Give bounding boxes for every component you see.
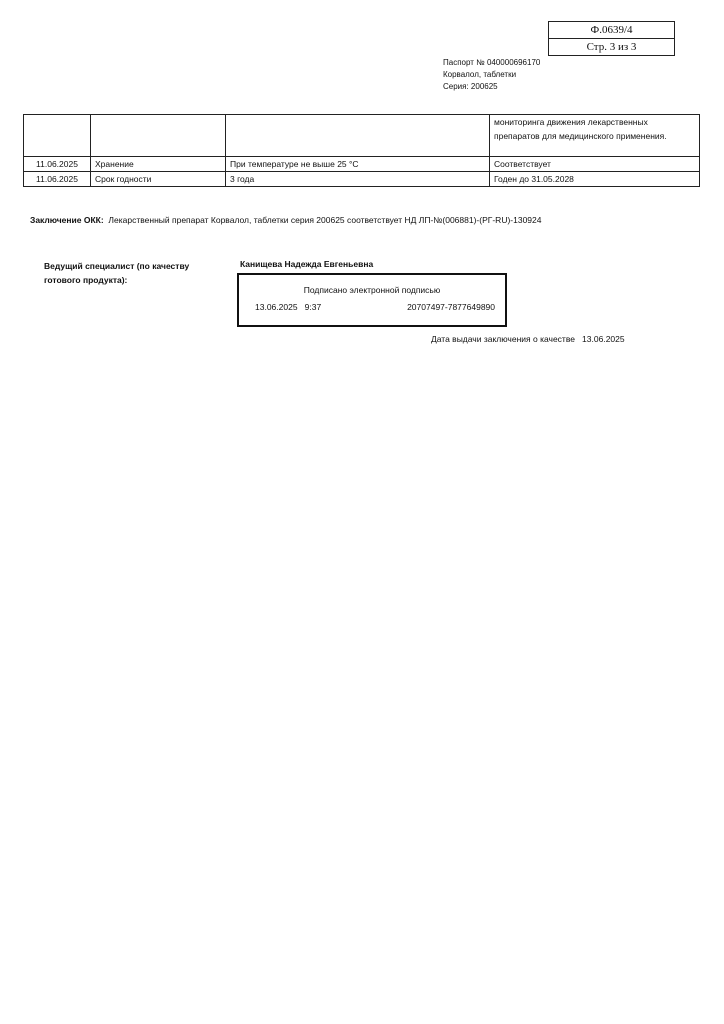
parameter-cell: Срок годности [91, 172, 226, 187]
requirement-cell: При температуре не выше 25 °С [226, 157, 490, 172]
table-row [24, 157, 700, 172]
table-row [24, 115, 700, 157]
requirement-cell [226, 115, 490, 157]
result-cell: мониторинга движения лекарственных препаратов для медицинского применения. [490, 115, 700, 157]
test-results-table [23, 114, 700, 187]
electronic-signature-stamp [237, 273, 507, 327]
issue-date: Дата выдачи заключения о качестве 13.06.2025 [431, 334, 625, 344]
result-cell: Годен до 31.05.2028 [490, 172, 700, 187]
parameter-cell: Хранение [91, 157, 226, 172]
qc-conclusion [30, 215, 542, 225]
requirement-cell: 3 года [226, 172, 490, 187]
parameter-cell [91, 115, 226, 157]
result-cell: Соответствует [490, 157, 700, 172]
signature-number: 20707497-7877649890 [407, 302, 495, 312]
signer-role: Ведущий специалист (по качеству готового продукта): [44, 261, 190, 285]
product-name: Корвалол, таблетки [443, 70, 517, 79]
date-cell [24, 115, 91, 157]
conclusion-text: Лекарственный препарат Корвалол, таблетки серия 200625 соответствует НД ЛП-№(006881)-(РГ-RU)-130924 [108, 215, 542, 225]
passport-number: Паспорт № 040000696170 [443, 58, 541, 67]
conclusion-label: Заключение ОКК: [30, 215, 104, 225]
signature-title: Подписано электронной подписью [303, 285, 441, 295]
series-number: Серия: 200625 [443, 82, 498, 91]
table-row [24, 172, 700, 187]
signature-datetime: 13.06.2025 9:37 [255, 302, 322, 312]
page-number: Стр. 3 из 3 [549, 38, 674, 55]
date-cell: 11.06.2025 [24, 157, 91, 172]
form-code: Ф.0639/4 [590, 24, 633, 36]
signer-name: Канищева Надежда Евгеньевна [240, 259, 374, 269]
form-code-box [548, 21, 675, 56]
date-cell: 11.06.2025 [24, 172, 91, 187]
